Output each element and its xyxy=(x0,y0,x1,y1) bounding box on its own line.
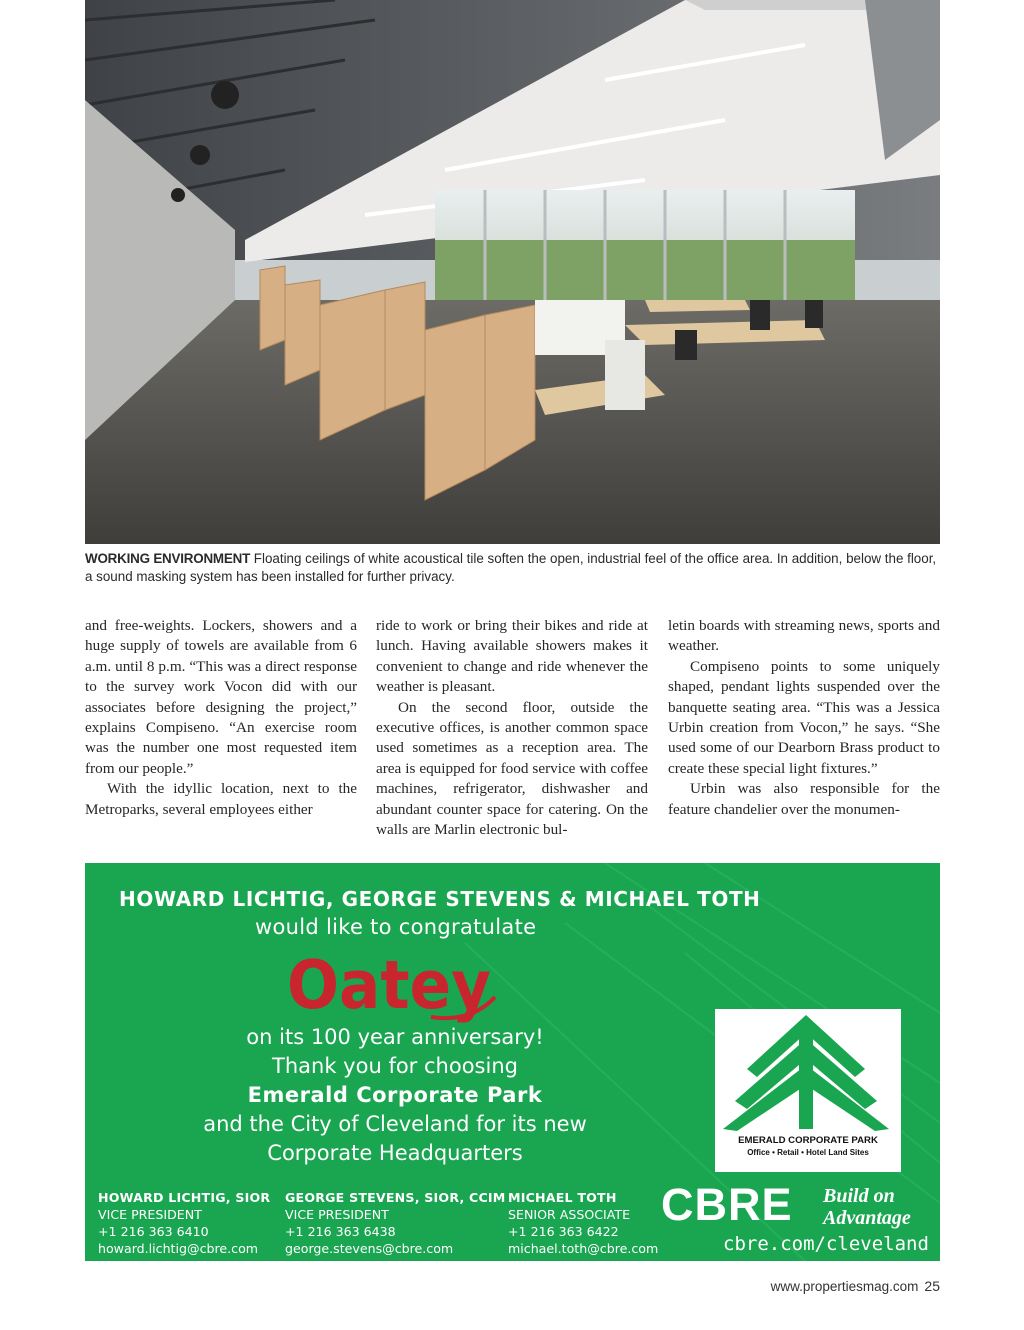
contact-title: VICE PRESIDENT xyxy=(285,1207,389,1222)
ad-line: Corporate Headquarters xyxy=(267,1141,523,1165)
tagline-line: Advantage xyxy=(823,1207,911,1229)
contact-phone: +1 216 363 6410 xyxy=(98,1224,209,1239)
cbre-logo: CBRE xyxy=(661,1179,793,1230)
article-column-3 xyxy=(668,616,940,820)
paragraph: With the idyllic location, next to the Metroparks, several employees either xyxy=(85,780,357,818)
tagline-line: Build on xyxy=(823,1185,895,1207)
svg-text:Oatey: Oatey xyxy=(287,946,491,1025)
contact-title: VICE PRESIDENT xyxy=(98,1207,202,1222)
caption-text: Floating ceilings of white acoustical tile soften the open, industrial feel of the office area. In addition, below the floor, a sound masking system has been installed for further privacy. xyxy=(85,551,937,584)
contact-name: MICHAEL TOTH xyxy=(508,1190,617,1205)
ad-headline: HOWARD LICHTIG, GEORGE STEVENS & MICHAEL TOTH xyxy=(119,887,761,911)
article-column-1 xyxy=(85,616,357,820)
tree-icon xyxy=(715,1009,901,1133)
footer-url: www.propertiesmag.com xyxy=(770,1279,919,1294)
contact-phone: +1 216 363 6438 xyxy=(285,1224,396,1239)
oatey-logo xyxy=(281,945,501,1025)
ad-congrats: would like to congratulate xyxy=(255,915,537,939)
ad-url: cbre.com/cleveland xyxy=(723,1233,929,1255)
paragraph: Compiseno points to some uniquely shaped, pendant lights suspended over the banquette seating area. “This was a Jessica Urbin creation from Vocon,” he says. “She used some of our Dearborn Brass product to create these special light fixtures.” xyxy=(668,657,940,777)
article-body xyxy=(85,616,940,840)
paragraph: letin boards with streaming news, sports and weather. xyxy=(668,617,940,655)
cbre-tagline xyxy=(823,1185,911,1229)
emerald-park-title: EMERALD CORPORATE PARK xyxy=(738,1135,878,1146)
ad-line: on its 100 year anniversary! xyxy=(246,1025,544,1049)
paragraph: ride to work or bring their bikes and ride at lunch. Having available showers makes it convenient to change and ride whenever the weather is pleasant. xyxy=(376,617,648,696)
page-footer xyxy=(0,1278,940,1294)
article-column-2 xyxy=(376,616,648,840)
contact-email: howard.lichtig@cbre.com xyxy=(98,1241,259,1256)
contact-block xyxy=(98,1189,270,1257)
photo-caption xyxy=(85,550,940,586)
contact-email: george.stevens@cbre.com xyxy=(285,1241,454,1256)
contact-block xyxy=(285,1189,506,1257)
contact-block xyxy=(508,1189,658,1257)
ad-line: and the City of Cleveland for its new xyxy=(203,1112,587,1136)
emerald-park-subtitle: Office • Retail • Hotel Land Sites xyxy=(747,1148,869,1157)
contact-email: michael.toth@cbre.com xyxy=(508,1241,659,1256)
paragraph: and free-weights. Lockers, showers and a huge supply of towels are available from 6 a.m. until 8 p.m. “This was a direct response to the survey work Vocon did with our associates before designing the project,” explains Compiseno. “An exercise room was the number one most requested item from our people.” xyxy=(85,617,357,777)
paragraph: Urbin was also responsible for the feature chandelier over the monumen- xyxy=(668,780,940,818)
ad-line: Emerald Corporate Park xyxy=(247,1083,543,1107)
contact-name: GEORGE STEVENS, SIOR, CCIM xyxy=(285,1190,506,1205)
caption-title: WORKING ENVIRONMENT xyxy=(85,551,251,566)
ad-message xyxy=(145,1023,645,1168)
emerald-park-logo xyxy=(715,1009,901,1172)
office-photo xyxy=(85,0,940,544)
paragraph: On the second floor, outside the executive offices, is another common space used sometimes as a reception area. The area is equipped for food service with coffee machines, refrigerator, dishwasher and abundant counter space for catering. On the walls are Marlin electronic bul- xyxy=(376,698,648,839)
ad-line: Thank you for choosing xyxy=(272,1054,518,1078)
cbre-advertisement xyxy=(85,863,940,1261)
contact-title: SENIOR ASSOCIATE xyxy=(508,1207,631,1222)
page-number: 25 xyxy=(924,1278,940,1294)
contact-name: HOWARD LICHTIG, SIOR xyxy=(98,1190,271,1205)
contact-phone: +1 216 363 6422 xyxy=(508,1224,619,1239)
